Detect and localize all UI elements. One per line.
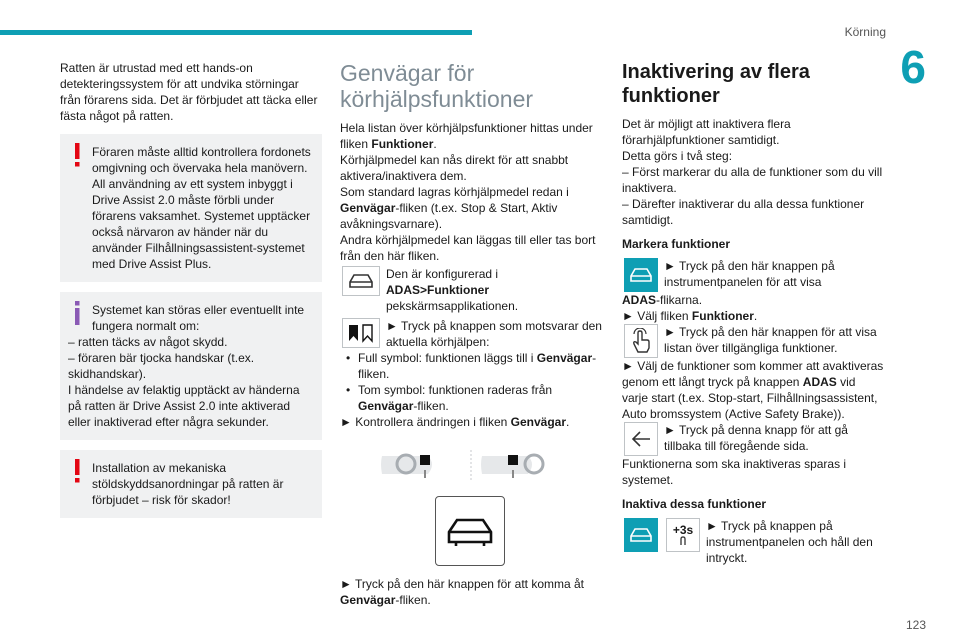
paragraph: Körhjälpmedel kan nås direkt för att snabbt aktivera/inaktivera dem.: [340, 153, 569, 183]
paragraph: ADAS-flikarna.: [622, 293, 703, 307]
header-accent-bar: [0, 30, 472, 35]
info-icon: [68, 301, 86, 327]
warning-text: Föraren måste alltid kontrollera fordonets omgivning och övervaka hela manövern. All användning av ett system inbyggt i Drive Assist 2.0 måste förbli under förarens vaksamhet. Systemet upptäcker också närvaron av händer när du använder Filhållningsassistent-systemet med Drive Assist Plus.: [92, 145, 311, 271]
config-row: Den är konfigurerad i ADAS>Funktioner pekskärmsapplikationen.: [340, 266, 602, 314]
step-row: ► Tryck på denna knapp för att gå tillbaka till föregående sida.: [622, 422, 884, 456]
paragraph: ► Tryck på den här knappen för att komma åt Genvägar-fliken.: [340, 577, 584, 607]
bookmark-icon: [342, 318, 380, 348]
paragraph: Som standard lagras körhjälpmedel redan i Genvägar-fliken (t.ex. Stop & Start, Aktiv avåkningsvarnare).: [340, 185, 569, 231]
column-1: [60, 60, 322, 518]
info-item: – ratten täcks av något skydd.: [68, 335, 228, 349]
paragraph: Detta görs i två steg:: [622, 149, 733, 163]
info-lead: Systemet kan störas eller eventuellt inte fungera normalt om:: [92, 303, 305, 333]
intro-text: Ratten är utrustad med ett hands-on detekteringssystem för att undvika störningar från förarens sida. Det är förbjudet att täcka eller fästa något på ratten.: [60, 61, 318, 123]
back-arrow-icon: [624, 422, 658, 456]
chapter-number: 6: [900, 41, 926, 93]
info-tail: I händelse av felaktig upptäckt av händerna på ratten är Drive Assist 2.0 inte aktiverad eller inaktiverad efter några sekunder.: [68, 383, 300, 429]
bookmark-row: ► Tryck på knappen som motsvarar den aktuella körhjälpen:: [340, 318, 602, 350]
paragraph: Det är möjligt att inaktivera flera förarhjälpfunktioner samtidigt.: [622, 117, 791, 147]
touch-hand-icon: [624, 324, 658, 358]
warning-note: [60, 134, 322, 282]
warning-icon: [68, 459, 86, 485]
paragraph: Hela listan över körhjälpsfunktioner hittas under fliken Funktioner.: [340, 121, 593, 151]
adas-car-icon: [624, 258, 658, 292]
shortcuts-heading: Genvägar för körhjälpsfunktioner: [340, 60, 534, 112]
car-icon: [342, 266, 380, 296]
page-number: 123: [905, 618, 926, 632]
steering-wheel-illustration: [340, 442, 602, 492]
step-row: ► Tryck på den här knappen för att visa listan över tillgängliga funktioner.: [622, 324, 884, 358]
step-row: +3s ► Tryck på knappen på instrumentpanelen och håll den intryckt.: [622, 518, 884, 566]
paragraph: ► Kontrollera ändringen i fliken Genvägar.: [340, 415, 570, 429]
subheading-inactivate: Inaktiva dessa funktioner: [622, 497, 767, 511]
warning-icon: [68, 143, 86, 169]
column-3: [622, 60, 884, 566]
bullet-item: • Tom symbol: funktionen raderas från Genvägar-fliken.: [340, 382, 602, 414]
adas-car-icon: [624, 518, 658, 552]
warning-text: Installation av mekaniska stöldskyddsanordningar på ratten är förbjudet – risk för skador!: [92, 461, 284, 507]
long-press-icon: +3s: [666, 518, 700, 552]
paragraph: ► Välj fliken Funktioner.: [622, 309, 758, 323]
step-row: ► Tryck på den här knappen på instrumentpanelen för att visa: [622, 258, 884, 292]
info-note: [60, 292, 322, 440]
paragraph: ► Välj de funktioner som kommer att avaktiveras genom ett långt tryck på knappen ADAS vid varje start (t.ex. Stop-start, Filhållningsassistent, Auto bromssystem (Active Safety Brake)).: [622, 359, 884, 421]
section-title: Körning: [844, 25, 886, 39]
paragraph: – Först markerar du alla de funktioner som du vill inaktivera.: [622, 165, 883, 195]
paragraph: Funktionerna som ska inaktiveras sparas i systemet.: [622, 457, 847, 487]
column-2: [340, 60, 602, 608]
car-icon: [444, 515, 496, 547]
info-item: – föraren bär tjocka handskar (t.ex. skidhandskar).: [68, 351, 255, 381]
subheading-mark: Markera funktioner: [622, 237, 731, 251]
warning-note-2: [60, 450, 322, 518]
shortcut-button[interactable]: [435, 496, 505, 566]
bullet-item: • Full symbol: funktionen läggs till i Genvägar-fliken.: [340, 350, 602, 382]
paragraph: Andra körhjälpmedel kan läggas till eller tas bort från den här fliken.: [340, 233, 596, 263]
paragraph: – Därefter inaktiverar du alla dessa funktioner samtidigt.: [622, 197, 865, 227]
deactivate-heading: Inaktivering av flera funktioner: [622, 61, 810, 107]
